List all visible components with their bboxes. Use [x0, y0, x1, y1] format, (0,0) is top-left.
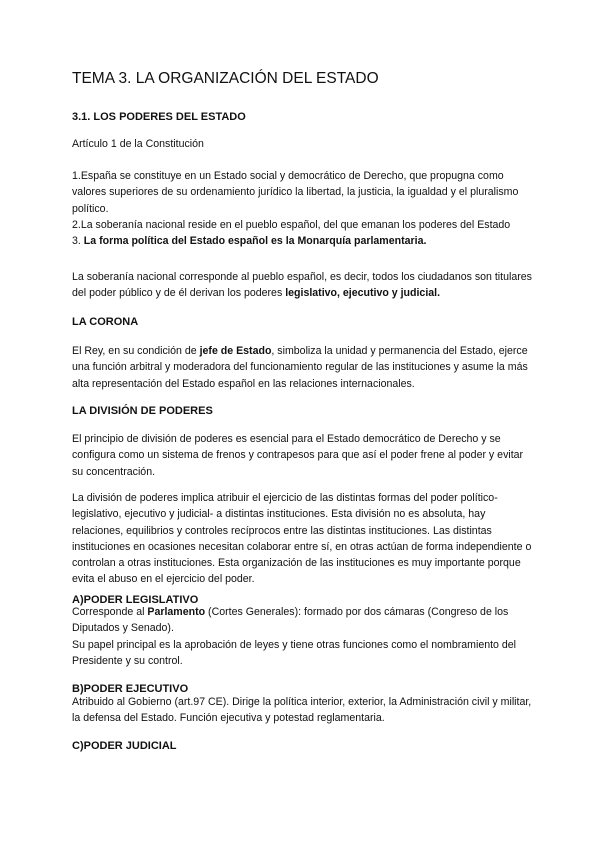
soberania-text: La soberanía nacional corresponde al pueblo español, es decir, todos los ciudadanos son titulares del poder público y de él derivan los poderes	[72, 271, 532, 300]
section-heading-ejecutivo: B)PODER EJECUTIVO	[72, 683, 189, 695]
section-heading-judicial: C)PODER JUDICIAL	[72, 740, 177, 752]
paragraph-division-2: La división de poderes implica atribuir el ejercicio de las distintas formas del poder político-legislativo, ejecutivo y judicial- a distintas instituciones. Esta división no es absoluta, hay relaciones, equilibrios y controles recíprocos entre las distintas instituciones. Las distintas instituciones en ocasiones necesitan colaborar entre sí, en otras actúan de forma independiente o controlan a otras instituciones. Esta organización de las instituciones es muy importante porque evita el abuso en el ejercicio del poder.	[72, 492, 532, 586]
article-point-1: 1.España se constituye en un Estado social y democrático de Derecho, que propugna como valores superiores de su ordenamiento jurídico la libertad, la justicia, la igualdad y el pluralismo político.	[72, 170, 519, 215]
article-point-3	[72, 233, 532, 249]
article-points	[72, 168, 532, 249]
article-point-3-bold: La forma política del Estado español es la Monarquía parlamentaria.	[83, 235, 427, 248]
paragraph-ejecutivo: Atribuido al Gobierno (art.97 CE). Dirige la política interior, exterior, la Administración civil y militar, la defensa del Estado. Función ejecutiva y potestad reglamentaria.	[72, 696, 532, 725]
soberania-bold: legislativo, ejecutivo y judicial.	[285, 287, 441, 300]
section-heading-legislativo: A)PODER LEGISLATIVO	[72, 594, 199, 606]
paragraph-legislativo	[72, 604, 532, 669]
section-heading-corona: LA CORONA	[72, 316, 139, 328]
paragraph-division-1: El principio de división de poderes es esencial para el Estado democrático de Derecho y se configura como un sistema de frenos y contrapesos para que así el poder frene al poder y evitar su concentración.	[72, 433, 524, 478]
legislativo-post: (Cortes Generales): formado por dos cámaras (Congreso de los Diputados y Senado).	[72, 606, 509, 635]
legislativo-bold: Parlamento	[147, 606, 206, 618]
legislativo-line-2: Su papel principal es la aprobación de leyes y tiene otras funciones como el nombramiento del Presidente y su control.	[72, 638, 517, 667]
corona-pre: El Rey, en su condición de	[72, 345, 200, 357]
corona-post: , simboliza la unidad y permanencia del Estado, ejerce una función arbitral y moderadora del funcionamiento regular de las instituciones y asume la más alta representación del Estado español en las relaciones internacionales.	[72, 345, 528, 390]
legislativo-line-1	[72, 604, 532, 637]
section-heading-division: LA DIVISIÓN DE PODERES	[72, 405, 213, 417]
article-label: Artículo 1 de la Constitución	[72, 138, 204, 150]
corona-bold: jefe de Estado	[199, 345, 272, 357]
section-heading-poderes: 3.1. LOS PODERES DEL ESTADO	[72, 111, 246, 123]
paragraph-corona	[72, 343, 532, 392]
legislativo-pre: Corresponde al	[72, 606, 148, 618]
document-title: TEMA 3. LA ORGANIZACIÓN DEL ESTADO	[72, 70, 379, 87]
paragraph-soberania	[72, 269, 532, 302]
article-point-3-prefix: 3.	[72, 235, 84, 248]
article-point-2: 2.La soberanía nacional reside en el pueblo español, del que emanan los poderes del Estado	[72, 218, 511, 231]
